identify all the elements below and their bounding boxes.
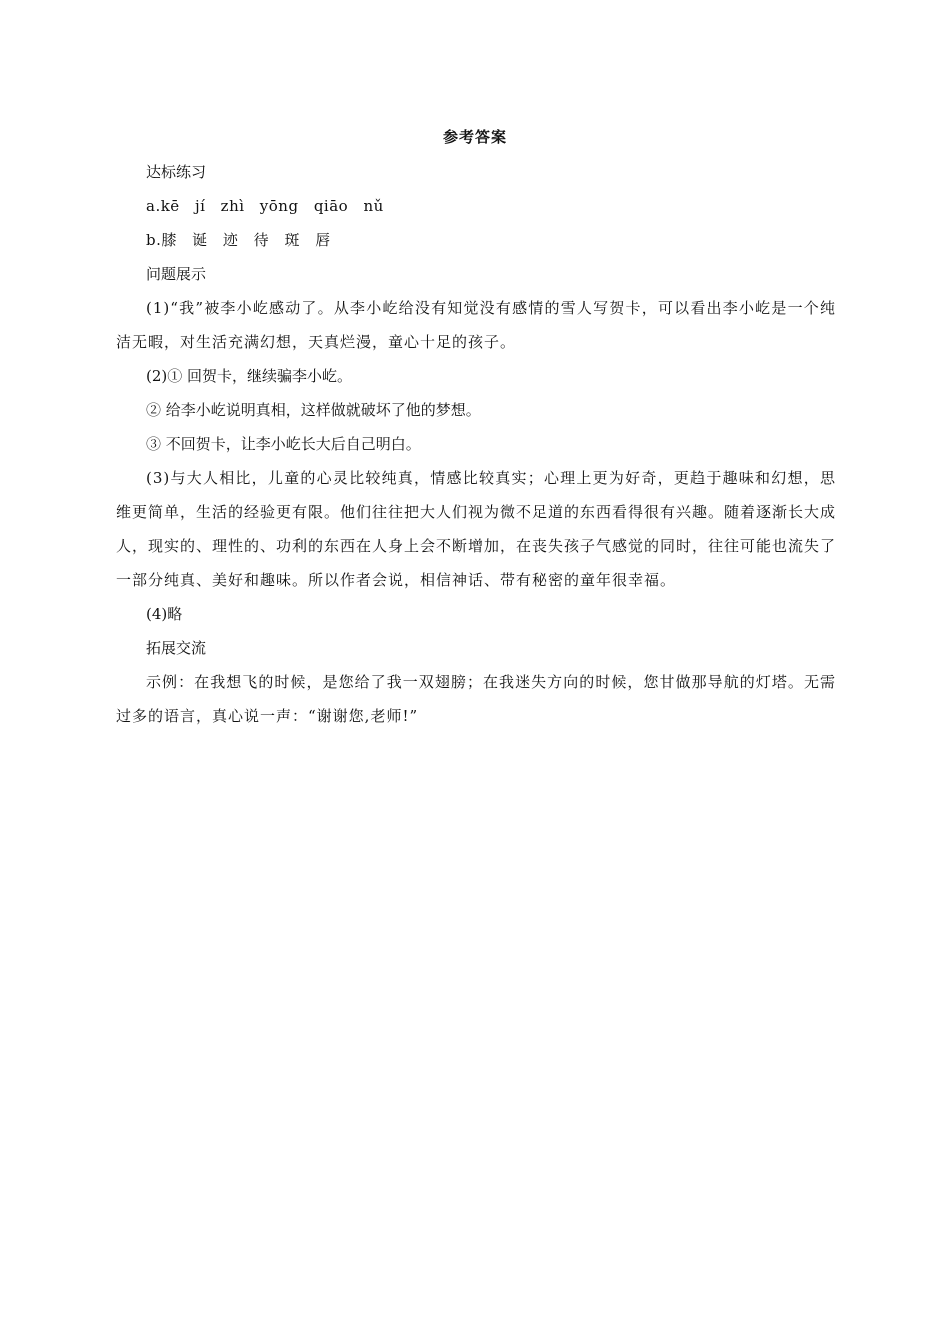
pinyin-answers: a.kē jí zhì yōng qiāo nǔ xyxy=(146,197,384,215)
answer-q2-option1: (2)① 回贺卡，继续骗李小屹。 xyxy=(146,367,353,385)
section-heading-questions: 问题展示 xyxy=(146,265,207,283)
section-heading-practice: 达标练习 xyxy=(146,163,207,181)
section-heading-extension: 拓展交流 xyxy=(146,639,207,657)
character-answers: b.膝 诞 迹 待 斑 唇 xyxy=(146,231,331,249)
answer-content xyxy=(116,155,836,733)
answer-q3: (3)与大人相比，儿童的心灵比较纯真，情感比较真实；心理上更为好奇，更趋于趣味和幻想，思维更简单，生活的经验更有限。他们往往把大人们视为微不足道的东西看得很有兴趣。随着逐渐长大成人，现实的、理性的、功利的东西在人身上会不断增加，在丧失孩子气感觉的同时，往往可能也流失了一部分纯真、美好和趣味。所以作者会说，相信神话、带有秘密的童年很幸福。 xyxy=(116,469,837,589)
page-title: 参考答案 xyxy=(442,128,507,146)
example-answer: 示例：在我想飞的时候，是您给了我一双翅膀；在我迷失方向的时候，您甘做那导航的灯塔。无需过多的语言，真心说一声：“谢谢您,老师!” xyxy=(116,673,836,725)
answer-q2-option3: ③ 不回贺卡，让李小屹长大后自己明白。 xyxy=(146,435,421,453)
answer-q2-option2: ② 给李小屹说明真相，这样做就破坏了他的梦想。 xyxy=(146,401,481,419)
answer-q4: (4)略 xyxy=(146,605,183,623)
answer-q1: (1)“我”被李小屹感动了。从李小屹给没有知觉没有感情的雪人写贺卡，可以看出李小屹是一个纯洁无暇，对生活充满幻想，天真烂漫，童心十足的孩子。 xyxy=(116,299,836,351)
